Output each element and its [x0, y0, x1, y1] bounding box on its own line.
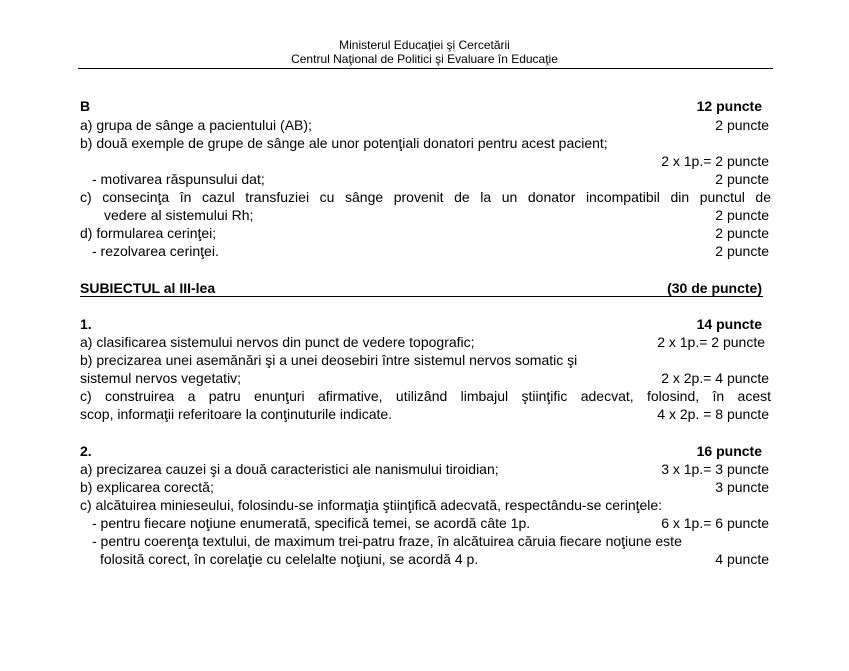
item-2-title: 2.: [80, 443, 92, 459]
item-2-c-coherence: - pentru coerenţa textului, de maximum trei-patru fraze, în alcătuirea căruia fiecare noţiune este: [92, 533, 682, 549]
b-item-d-points: 2 puncte: [715, 225, 769, 241]
item-2-b-points: 3 puncte: [715, 479, 769, 495]
item-2-a: a) precizarea cauzei şi a două caracteristici ale nanismului tiroidian;: [80, 461, 499, 477]
item-1-a: a) clasificarea sistemului nervos din punct de vedere topografic;: [80, 334, 475, 350]
subject-3-title: SUBIECTUL al III-lea: [80, 280, 216, 296]
b-item-d-solve-points: 2 puncte: [715, 243, 769, 259]
b-item-c-continued: vedere al sistemului Rh;: [104, 207, 254, 223]
item-2-c-notion-points: 6 x 1p.= 6 puncte: [661, 515, 769, 531]
b-item-c-points: 2 puncte: [715, 207, 769, 223]
subject-3-points: (30 de puncte): [667, 280, 762, 296]
header-center: Centrul Naţional de Politici şi Evaluare în Educaţie: [291, 52, 558, 66]
b-item-b-motivation: - motivarea răspunsului dat;: [92, 171, 265, 187]
item-1-b: b) precizarea unei asemănări şi a unei deosebiri între sistemul nervos somatic şi: [80, 352, 578, 368]
item-2-b: b) explicarea corectă;: [80, 479, 214, 495]
b-item-b-points: 2 x 1p.= 2 puncte: [661, 153, 769, 169]
item-1-c-points: 4 x 2p. = 8 puncte: [657, 406, 769, 422]
item-2-c-coherence-points: 4 puncte: [715, 551, 769, 567]
item-2-c-coherence-continued: folosită corect, în corelaţie cu celelalte noţiuni, se acordă 4 p.: [100, 551, 479, 567]
item-1-b-continued: sistemul nervos vegetativ;: [80, 370, 242, 386]
header-ministry: Ministerul Educaţiei şi Cercetării: [339, 38, 510, 52]
b-item-a-points: 2 puncte: [715, 117, 769, 133]
b-item-b-motivation-points: 2 puncte: [715, 171, 769, 187]
b-item-d-solve: - rezolvarea cerinţei.: [92, 243, 219, 259]
b-item-a: a) grupa de sânge a pacientului (AB);: [80, 117, 312, 133]
b-item-c: c) consecinţa în cazul transfuziei cu sânge provenit de la un donator incompatibil din punctul de: [80, 189, 771, 205]
item-1-a-points: 2 x 1p.= 2 puncte: [657, 334, 765, 350]
item-1-points: 14 puncte: [696, 316, 762, 332]
item-1-c-continued: scop, informaţii referitoare la conţinuturile indicate.: [80, 406, 393, 422]
section-b-title: B: [80, 98, 91, 114]
subject-3-underline: [80, 296, 763, 297]
section-b-points: 12 puncte: [696, 98, 762, 114]
item-1-c: c) construirea a patru enunţuri afirmative, utilizând limbajul ştiinţific adecvat, folosind, în acest: [80, 388, 771, 404]
item-2-c: c) alcătuirea minieseului, folosindu-se informaţia ştiinţifică adecvată, respectându-se cerinţele:: [80, 497, 663, 513]
item-1-b-points: 2 x 2p.= 4 puncte: [661, 370, 769, 386]
b-item-d: d) formularea cerinţei;: [80, 225, 217, 241]
item-2-c-notion: - pentru fiecare noţiune enumerată, specifică temei, se acordă câte 1p.: [92, 515, 531, 531]
b-item-b: b) două exemple de grupe de sânge ale unor potenţiali donatori pentru acest pacient;: [80, 135, 608, 151]
item-1-title: 1.: [80, 316, 92, 332]
item-2-points: 16 puncte: [696, 443, 762, 459]
header-rule: [78, 68, 773, 69]
item-2-a-points: 3 x 1p.= 3 puncte: [661, 461, 769, 477]
